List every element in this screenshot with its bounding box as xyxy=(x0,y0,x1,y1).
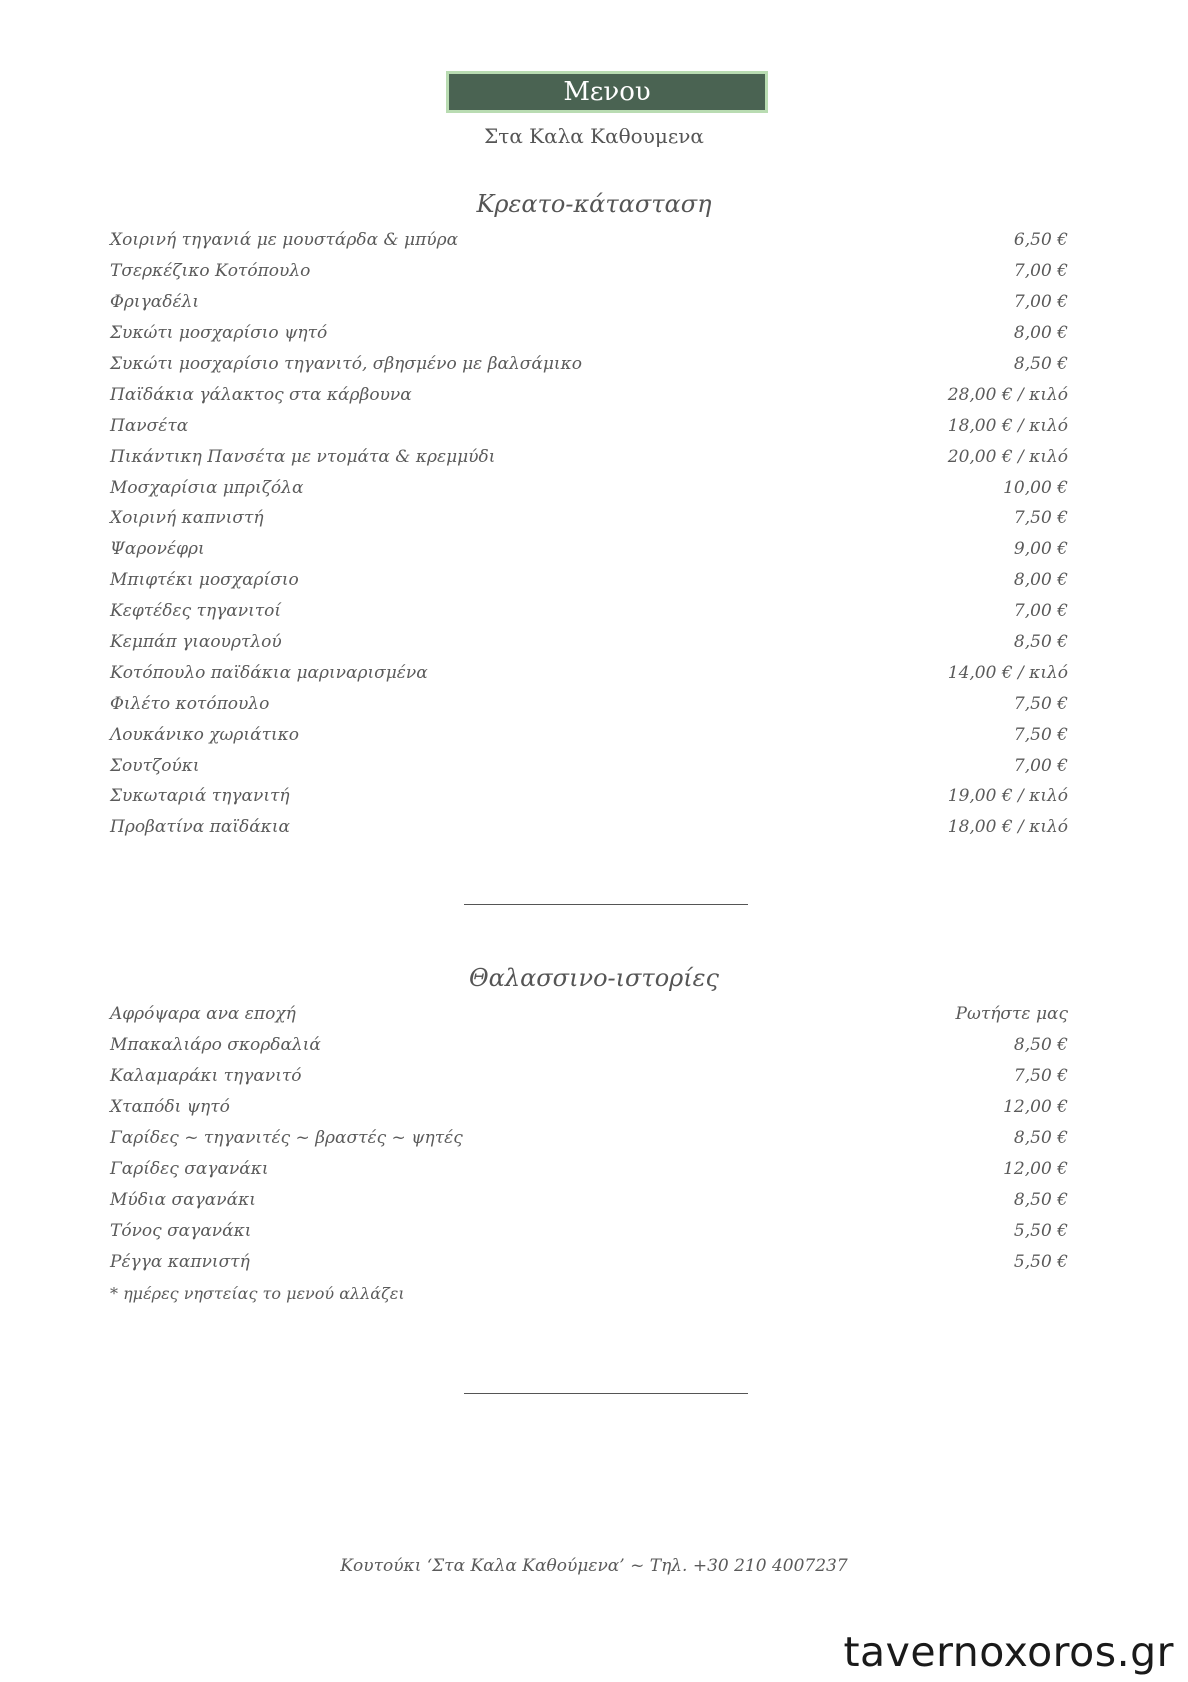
menu-item-name: Ψαρονέφρι xyxy=(110,539,205,560)
menu-item-price: 7,00 € xyxy=(1013,261,1068,282)
menu-item xyxy=(110,349,1068,380)
menu-item-price: 8,50 € xyxy=(1013,1189,1068,1210)
menu-item-price: 19,00 € / κιλό xyxy=(947,786,1068,807)
menu-item-price: 7,50 € xyxy=(1013,724,1068,745)
menu-item xyxy=(110,1092,1068,1123)
menu-item xyxy=(110,812,1068,843)
menu-item-price: 7,50 € xyxy=(1013,1066,1068,1087)
menu-item-name: Λουκάνικο χωριάτικο xyxy=(110,724,300,745)
menu-item xyxy=(110,1215,1068,1246)
sea-items-list xyxy=(110,999,1068,1307)
menu-item-name: Τόνος σαγανάκι xyxy=(110,1220,252,1241)
menu-title: Μενου xyxy=(446,71,768,113)
menu-item xyxy=(110,719,1068,750)
menu-item xyxy=(110,472,1068,503)
menu-item-name: Γαρίδες σαγανάκι xyxy=(110,1158,269,1179)
sea-section-title: Θαλασσινο-ιστορίες xyxy=(469,964,719,992)
menu-item-name: Φιλέτο κοτόπουλο xyxy=(110,693,270,714)
meat-section-title: Κρεατο-κάτασταση xyxy=(476,190,712,218)
menu-item-name: Μοσχαρίσια μπριζόλα xyxy=(110,477,304,498)
menu-item-price: 28,00 € / κιλό xyxy=(947,384,1068,405)
menu-item-price: 8,50 € xyxy=(1013,1128,1068,1148)
watermark: tavernoxoros.gr xyxy=(843,1628,1174,1676)
menu-item-name: Κοτόπουλο παϊδάκια μαριναρισμένα xyxy=(110,662,428,683)
menu-item-price: 7,00 € xyxy=(1013,755,1068,776)
menu-item-name: Ρέγγα καπνιστή xyxy=(110,1251,250,1272)
menu-item-price: 7,00 € xyxy=(1013,292,1068,313)
menu-item xyxy=(110,657,1068,688)
fasting-note: * ημέρες νηστείας το μενού αλλάζει xyxy=(110,1283,405,1303)
footer-contact: Κουτούκι ‘Στα Καλα Καθούμενα’ ~ Τηλ. +30 210 4007237 xyxy=(340,1556,848,1576)
menu-item-price: 14,00 € / κιλό xyxy=(947,662,1068,683)
menu-item-name: Αφρόψαρα ανα εποχή xyxy=(110,1004,296,1025)
menu-item-price: 8,50 € xyxy=(1013,632,1068,653)
menu-item xyxy=(110,1030,1068,1061)
menu-item-name: Καλαμαράκι τηγανιτό xyxy=(110,1066,302,1087)
menu-item-name: Συκωταριά τηγανιτή xyxy=(110,786,290,807)
menu-item xyxy=(110,503,1068,534)
menu-item-name: Κεφτέδες τηγανιτοί xyxy=(110,601,282,622)
menu-item-name: Συκώτι μοσχαρίσιο τηγανιτό, σβησμένο με βαλσάμικο xyxy=(110,354,582,374)
menu-item-price: 8,00 € xyxy=(1013,570,1068,591)
menu-item-name: Προβατίνα παϊδάκια xyxy=(110,817,290,838)
menu-item xyxy=(110,379,1068,410)
menu-item-name: Συκώτι μοσχαρίσιο ψητό xyxy=(110,323,328,344)
menu-item-name: Πανσέτα xyxy=(110,415,189,436)
menu-item xyxy=(110,318,1068,349)
meat-items-list xyxy=(110,225,1068,843)
menu-item xyxy=(110,750,1068,781)
menu-item-name: Παϊδάκια γάλακτος στα κάρβουνα xyxy=(110,384,412,405)
menu-item-price: 8,50 € xyxy=(1013,1035,1068,1056)
menu-item-name: Τσερκέζικο Κοτόπουλο xyxy=(110,261,311,282)
menu-item-price: 12,00 € xyxy=(1003,1158,1068,1179)
menu-item xyxy=(110,1061,1068,1092)
menu-item xyxy=(110,781,1068,812)
menu-item xyxy=(110,596,1068,627)
menu-item xyxy=(110,688,1068,719)
menu-item-price: 6,50 € xyxy=(1013,230,1068,251)
menu-item-price: Ρωτήστε μας xyxy=(955,1004,1068,1025)
menu-item-price: 20,00 € / κιλό xyxy=(947,446,1068,467)
menu-item-price: 7,50 € xyxy=(1013,693,1068,714)
menu-item-name: Μπακαλιάρο σκορδαλιά xyxy=(110,1035,321,1056)
menu-item-name: Χοιρινή καπνιστή xyxy=(110,508,264,529)
menu-item-price: 10,00 € xyxy=(1003,477,1068,498)
menu-item xyxy=(110,1246,1068,1277)
menu-item-name: Γαρίδες ~ τηγανιτές ~ βραστές ~ ψητές xyxy=(110,1128,463,1148)
section-divider-bottom xyxy=(464,1393,748,1394)
menu-item-name: Φριγαδέλι xyxy=(110,292,200,313)
menu-item-price: 5,50 € xyxy=(1013,1251,1068,1272)
menu-item xyxy=(110,627,1068,658)
menu-item xyxy=(110,565,1068,596)
menu-item-name: Σουτζούκι xyxy=(110,755,200,776)
menu-item-price: 7,50 € xyxy=(1013,508,1068,529)
menu-item xyxy=(110,999,1068,1030)
menu-item-name: Πικάντικη Πανσέτα με ντομάτα & κρεμμύδι xyxy=(110,446,496,467)
menu-item-price: 18,00 € / κιλό xyxy=(947,415,1068,436)
menu-item xyxy=(110,1153,1068,1184)
menu-item-price: 18,00 € / κιλό xyxy=(947,817,1068,838)
menu-item xyxy=(110,1123,1068,1154)
menu-item-name: Χοιρινή τηγανιά με μουστάρδα & μπύρα xyxy=(110,230,459,251)
menu-item xyxy=(110,256,1068,287)
menu-item-name: Χταπόδι ψητό xyxy=(110,1097,230,1118)
menu-item-name: Μύδια σαγανάκι xyxy=(110,1189,256,1210)
menu-item-price: 9,00 € xyxy=(1013,539,1068,560)
menu-item-name: Μπιφτέκι μοσχαρίσιο xyxy=(110,570,299,591)
menu-item xyxy=(110,225,1068,256)
menu-item-price: 8,00 € xyxy=(1013,323,1068,344)
menu-item-name: Κεμπάπ γιαουρτλού xyxy=(110,632,282,653)
menu-item-price: 8,50 € xyxy=(1013,354,1068,374)
section-divider xyxy=(464,904,748,905)
menu-item-price: 5,50 € xyxy=(1013,1220,1068,1241)
menu-item xyxy=(110,287,1068,318)
menu-item-price: 7,00 € xyxy=(1013,601,1068,622)
menu-item xyxy=(110,534,1068,565)
menu-item xyxy=(110,1184,1068,1215)
menu-item-price: 12,00 € xyxy=(1003,1097,1068,1118)
restaurant-subtitle: Στα Καλα Καθουμενα xyxy=(484,124,704,148)
menu-item xyxy=(110,441,1068,472)
menu-item xyxy=(110,410,1068,441)
